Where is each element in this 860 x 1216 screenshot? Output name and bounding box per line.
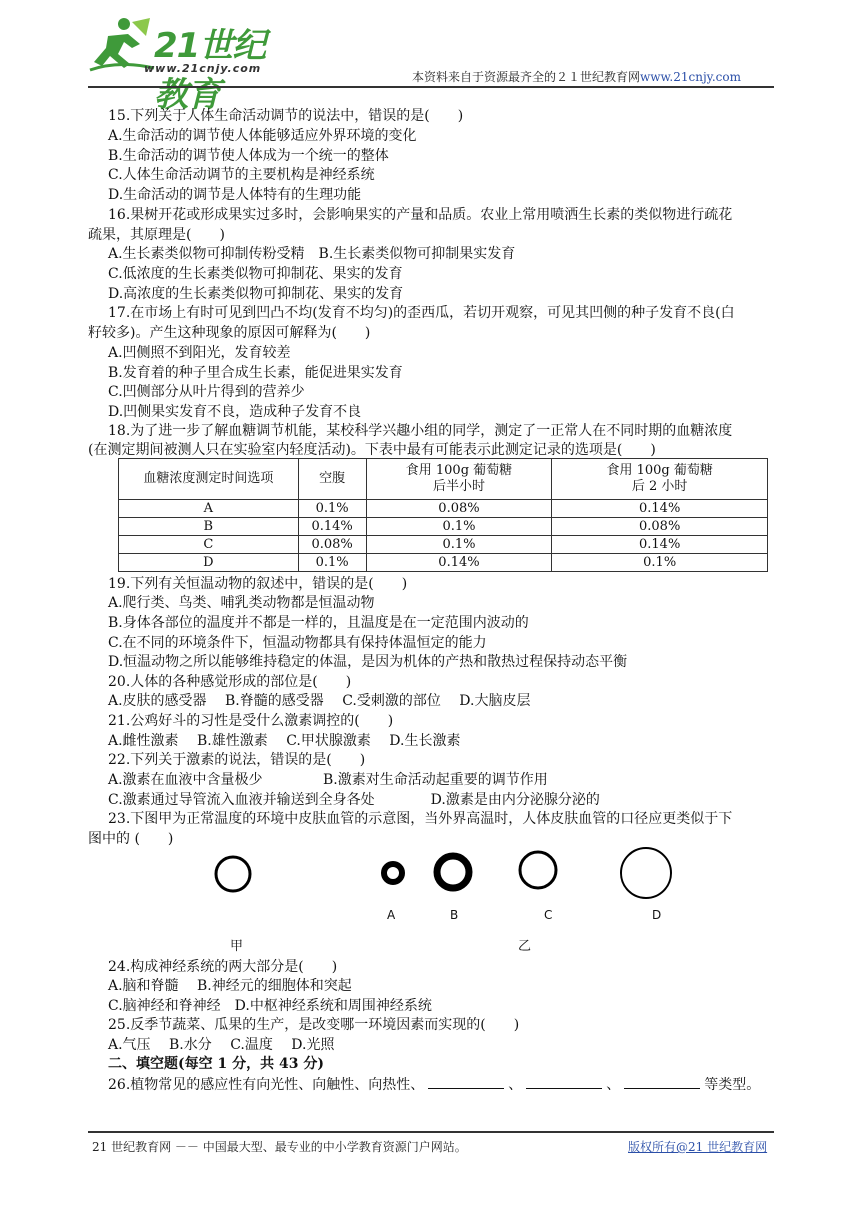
figure-caption-yi: 乙 — [518, 939, 532, 954]
header-note-text: 本资料来自于资源最齐全的２１世纪教育网 — [412, 70, 641, 84]
logo-url-text: www.21cnjy.com — [144, 62, 262, 75]
q21-stem: 21.公鸡好斗的习性是受什么激素调控的( ) — [108, 713, 394, 729]
table-cell: D — [119, 554, 299, 572]
answer-blank-3[interactable] — [624, 1076, 700, 1089]
figure-caption-jia: 甲 — [230, 939, 244, 954]
table-cell: 0.14% — [552, 536, 768, 554]
q19-option-c: C.在不同的环境条件下，恒温动物都具有保持体温恒定的能力 — [108, 635, 487, 651]
q22-options-cd: C.激素通过导管流入血液并输送到全身各处 D.激素是由内分泌腺分泌的 — [108, 792, 600, 808]
q20-options: A.皮肤的感受器 B.脊髓的感受器 C.受刺激的部位 D.大脑皮层 — [108, 693, 531, 709]
table-cell: 0.08% — [552, 518, 768, 536]
table-cell: 0.1% — [298, 554, 366, 572]
q26-line — [108, 1076, 760, 1094]
header-divider — [88, 86, 774, 88]
table-row — [119, 536, 768, 554]
table-cell: C — [119, 536, 299, 554]
q21-options: A.雌性激素 B.雄性激素 C.甲状腺激素 D.生长激素 — [108, 733, 461, 749]
table-cell: 0.08% — [298, 536, 366, 554]
vessel-jia-circle — [216, 857, 250, 891]
q23-stem: 23.下图甲为正常温度的环境中皮肤血管的示意图，当外界高温时，人体皮肤血管的口径应更类似于下 — [108, 811, 733, 827]
vessel-c-circle — [520, 852, 556, 888]
table-header-cell: 食用 100g 葡萄糖 后半小时 — [366, 459, 552, 500]
q16-option-d: D.高浓度的生长素类似物可抑制花、果实的发育 — [108, 286, 404, 302]
vessel-label-c: C — [544, 908, 553, 922]
q18-stem: 18.为了进一步了解血糖调节机能，某校科学兴趣小组的同学，测定了一正常人在不同时期的血糖浓度 — [108, 423, 733, 439]
section-heading: 二、填空题(每空 1 分，共 43 分) — [108, 1056, 324, 1072]
site-logo — [88, 14, 288, 115]
vessel-label-d: D — [652, 908, 662, 922]
table-cell: 0.14% — [552, 500, 768, 518]
q15-stem: 15.下列关于人体生命活动调节的说法中，错误的是( ) — [108, 108, 464, 124]
vessel-circles — [200, 838, 720, 918]
q22-stem: 22.下列关于激素的说法，错误的是( ) — [108, 752, 366, 768]
table-header-cell: 食用 100g 葡萄糖 后 2 小时 — [552, 459, 768, 500]
q24-stem: 24.构成神经系统的两大部分是( ) — [108, 959, 338, 975]
q24-options-cd: C.脑神经和脊神经 D.中枢神经系统和周围神经系统 — [108, 998, 432, 1014]
q26-separator: 、 — [606, 1077, 621, 1093]
table-cell: 0.1% — [552, 554, 768, 572]
table-header-row — [119, 459, 768, 500]
q19-option-d: D.恒温动物之所以能够维持稳定的体温，是因为机体的产热和散热过程保持动态平衡 — [108, 654, 628, 670]
blood-sugar-table — [118, 458, 768, 572]
q16-options-ab: A.生长素类似物可抑制传粉受精 B.生长素类似物可抑制果实发育 — [108, 246, 516, 262]
q19-option-b: B.身体各部位的温度并不都是一样的，且温度是在一定范围内波动的 — [108, 615, 529, 631]
q26-separator: 、 — [508, 1077, 523, 1093]
q15-option-a: A.生命活动的调节使人体能够适应外界环境的变化 — [108, 128, 417, 144]
q16-stem: 16.果树开花或形成果实过多时，会影响果实的产量和品质。农业上常用喷洒生长素的类似物进行疏花 — [108, 207, 733, 223]
q25-options: A.气压 B.水分 C.温度 D.光照 — [108, 1037, 335, 1053]
table-header-cell: 空腹 — [298, 459, 366, 500]
q17-stem-cont: 籽较多)。产生这种现象的原因可解释为( ) — [88, 325, 371, 341]
table-cell: 0.1% — [366, 518, 552, 536]
table-header-cell: 血糖浓度测定时间选项 — [119, 459, 299, 500]
vessel-label-b: B — [450, 908, 459, 922]
q16-stem-cont: 疏果，其原理是( ) — [88, 227, 225, 243]
vessel-label-a: A — [387, 908, 396, 922]
q26-suffix: 等类型。 — [704, 1077, 761, 1093]
answer-blank-1[interactable] — [428, 1076, 504, 1089]
q17-option-a: A.凹侧照不到阳光，发育较差 — [108, 345, 291, 361]
header-link[interactable]: www.21cnjy.com — [640, 70, 741, 84]
q17-option-c: C.凹侧部分从叶片得到的营养少 — [108, 384, 305, 400]
q23-stem-cont: 图中的 ( ) — [88, 831, 174, 847]
vessel-a-circle — [384, 864, 402, 882]
q24-options-ab: A.脑和脊髓 B.神经元的细胞体和突起 — [108, 978, 352, 994]
vessel-b-circle — [437, 856, 469, 888]
q22-options-ab: A.激素在血液中含量极少 B.激素对生命活动起重要的调节作用 — [108, 772, 548, 788]
answer-blank-2[interactable] — [526, 1076, 602, 1089]
table-cell: 0.08% — [366, 500, 552, 518]
footer-divider — [88, 1131, 774, 1133]
table-row — [119, 500, 768, 518]
table-cell: 0.1% — [298, 500, 366, 518]
q25-stem: 25.反季节蔬菜、瓜果的生产，是改变哪一环境因素而实现的( ) — [108, 1017, 520, 1033]
logo-brand-text: 21世纪教育 — [154, 26, 266, 115]
q18-stem-cont: (在测定期间被测人只在实验室内轻度活动)。下表中最有可能表示此测定记录的选项是( ) — [88, 442, 656, 458]
footer-copyright-link[interactable]: 版权所有@21 世纪教育网 — [628, 1140, 768, 1154]
q15-option-c: C.人体生命活动调节的主要机构是神经系统 — [108, 167, 375, 183]
header-note — [412, 68, 741, 85]
q17-option-d: D.凹侧果实发育不良，造成种子发育不良 — [108, 404, 362, 420]
q15-option-d: D.生命活动的调节是人体特有的生理功能 — [108, 187, 362, 203]
q26-text: 26.植物常见的感应性有向光性、向触性、向热性、 — [108, 1077, 425, 1093]
table-row — [119, 554, 768, 572]
vessel-d-circle — [621, 848, 671, 898]
table-cell: 0.14% — [298, 518, 366, 536]
q16-option-c: C.低浓度的生长素类似物可抑制花、果实的发育 — [108, 266, 403, 282]
vessel-figure — [200, 838, 720, 958]
q19-option-a: A.爬行类、鸟类、哺乳类动物都是恒温动物 — [108, 595, 375, 611]
table-cell: B — [119, 518, 299, 536]
q17-option-b: B.发育着的种子里合成生长素，能促进果实发育 — [108, 365, 403, 381]
q20-stem: 20.人体的各种感觉形成的部位是( ) — [108, 674, 352, 690]
table-cell: A — [119, 500, 299, 518]
q15-option-b: B.生命活动的调节使人体成为一个统一的整体 — [108, 148, 389, 164]
table-row — [119, 518, 768, 536]
q17-stem: 17.在市场上有时可见到凹凸不均(发育不均匀)的歪西瓜，若切开观察，可见其凹侧的种子发育不良(白 — [108, 305, 735, 321]
table-cell: 0.14% — [366, 554, 552, 572]
q19-stem: 19.下列有关恒温动物的叙述中，错误的是( ) — [108, 576, 408, 592]
footer-text: 21 世纪教育网 －－ 中国最大型、最专业的中小学教育资源门户网站。 — [92, 1140, 467, 1154]
table-cell: 0.1% — [366, 536, 552, 554]
